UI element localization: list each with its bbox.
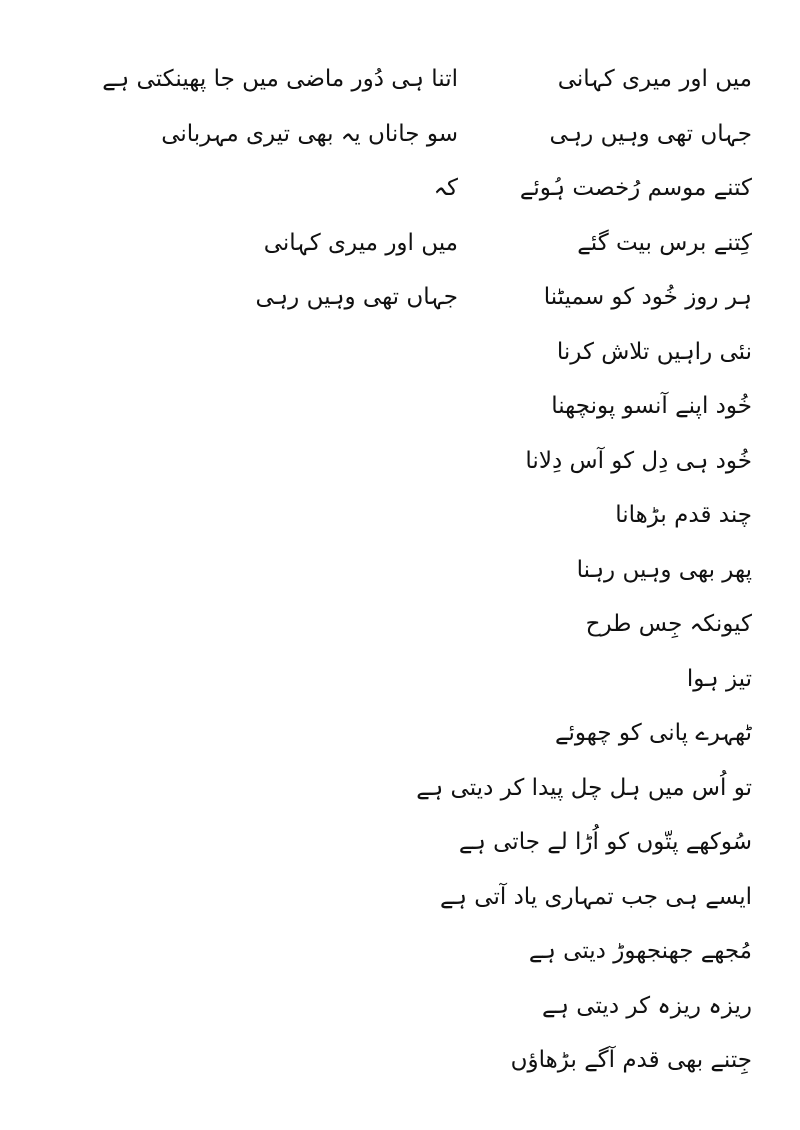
poem-line: خُود اپنے آنسو پونچھنا: [551, 393, 752, 419]
poem-line: تو اُس میں ہل چل پیدا کر دیتی ہے: [416, 774, 752, 801]
poem-line: مُجھے جھنجھوڑ دیتی ہے: [528, 938, 752, 964]
poem-line: نئی راہیں تلاش کرنا: [556, 338, 752, 365]
poem-line: کیونکہ جِس طرح: [585, 611, 752, 637]
poem-line: ٹھہرے پانی کو چھوئے: [555, 720, 752, 746]
poem-line: کتنے موسم رُخصت ہُوئے: [519, 175, 752, 201]
poem-line: کہ: [433, 175, 458, 201]
poem-line: پھر بھی وہیں رہنا: [576, 556, 752, 583]
poem-column-left: [102, 52, 458, 325]
poem-line: تیز ہوا: [686, 665, 752, 692]
poem-line: سو جاناں یہ بھی تیری مہربانی: [161, 120, 458, 147]
poem-line: خُود ہی دِل کو آس دِلانا: [525, 447, 752, 474]
poem-line: ہر روز خُود کو سمیٹنا: [543, 284, 752, 310]
poem-line: اتنا ہی دُور ماضی میں جا پھینکتی ہے: [102, 66, 458, 92]
poem-line: میں اور میری کہانی: [557, 66, 752, 92]
poem-line: سُوکھے پتّوں کو اُڑا لے جاتی ہے: [458, 829, 752, 855]
poem-line: جہاں تھی وہیں رہی: [255, 284, 458, 310]
poem-line: ریزہ ریزہ کر دیتی ہے: [542, 992, 752, 1019]
poem-line: ایسے ہی جب تمہاری یاد آتی ہے: [440, 883, 752, 910]
poem-line: جہاں تھی وہیں رہی: [549, 120, 752, 147]
poem-line: کِتنے برس بیت گئے: [577, 229, 752, 256]
poem-line: جِتنے بھی قدم آگے بڑھاؤں: [510, 1047, 752, 1073]
poem-line: میں اور میری کہانی: [263, 229, 458, 256]
poem-column-right: [416, 52, 752, 1088]
poem-line: چند قدم بڑھانا: [615, 502, 752, 528]
